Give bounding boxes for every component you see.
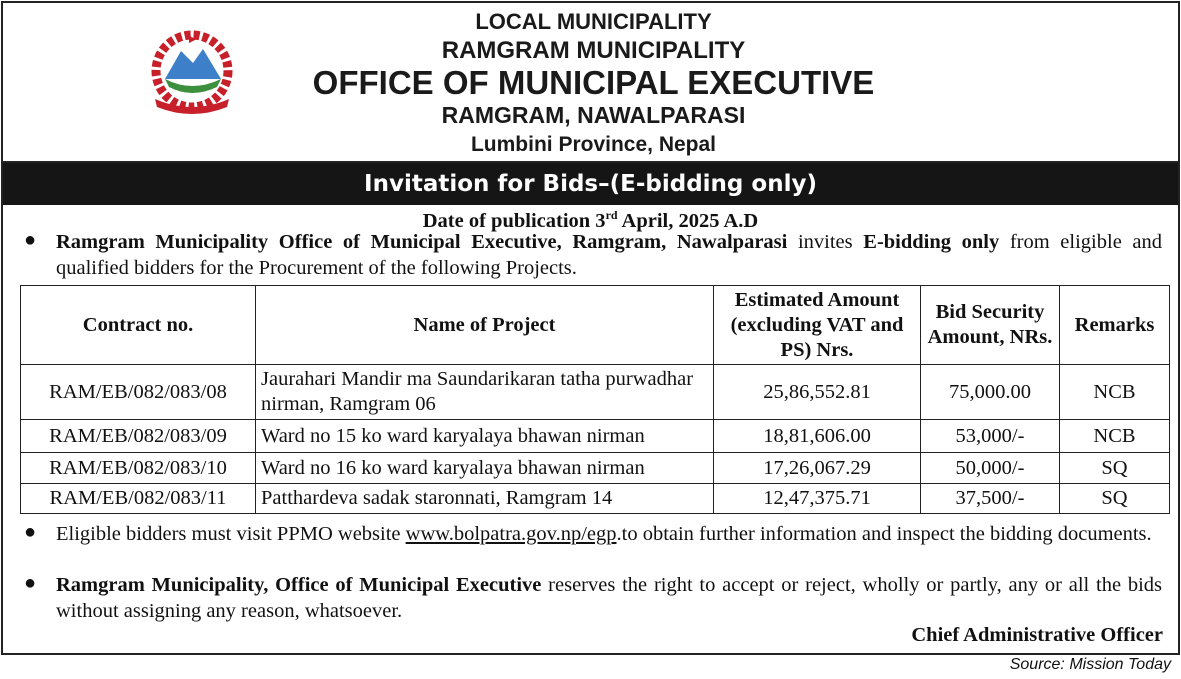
table-header-row [21,286,1170,365]
table-row [21,453,1170,484]
intro-bold2: E-bidding only [863,231,1000,253]
date-suffix: April, 2025 A.D [617,209,759,232]
header-line-3: OFFICE OF MUNICIPAL EXECUTIVE [312,64,875,101]
banner-title: Invitation for Bids–(E-bidding only) [3,163,1178,205]
table-row [21,420,1170,453]
col-header: Contract no. [21,286,256,365]
cell: SQ [1060,484,1170,514]
cell: 18,81,606.00 [714,420,921,453]
ppmo-link[interactable]: www.bolpatra.gov.np/egp [405,523,617,545]
date-prefix: Date of publication 3 [422,209,606,232]
col-header: Estimated Amount (excluding VAT and PS) Nrs. [714,286,921,365]
bullet-icon: ● [24,572,37,594]
bullet-3-paragraph [56,572,1162,624]
cell: Patthardeva sadak staronnati, Ramgram 14 [256,484,714,514]
bullet2-post: .to obtain further information and inspect the bidding documents. [616,523,1152,545]
cell: Ward no 15 ko ward karyalaya bhawan nirman [256,420,714,453]
table-row [21,365,1170,420]
cell: RAM/EB/082/083/11 [21,484,256,514]
cell: RAM/EB/082/083/10 [21,453,256,484]
cell: 53,000/- [921,420,1060,453]
bullet2-pre: Eligible bidders must visit PPMO website [56,523,406,545]
intro-bold: Ramgram Municipality Office of Municipal Executive, Ramgram, Nawalparasi [56,231,788,253]
cell: NCB [1060,420,1170,453]
intro-mid: invites [787,231,864,253]
cell: SQ [1060,453,1170,484]
cell: 17,26,067.29 [714,453,921,484]
notice-header [3,3,1178,163]
col-header: Name of Project [256,286,714,365]
header-line-4: RAMGRAM, NAWALPARASI [441,102,746,128]
cell: 75,000.00 [921,365,1060,420]
cell: RAM/EB/082/083/08 [21,365,256,420]
bullet3-rest: reserves the right to accept or reject, wholly or partly, any or all the bids without assigning any reason, whatsoever. [56,574,1163,622]
col-header: Remarks [1060,286,1170,365]
cell: 37,500/- [921,484,1060,514]
cell: RAM/EB/082/083/09 [21,420,256,453]
header-line-5: Lumbini Province, Nepal [470,133,717,156]
intro-rest: from eligible and qualified bidders for the Procurement of the following Projects. [56,231,1163,279]
cell: Jaurahari Mandir ma Saundarikaran tatha purwadhar nirman, Ramgram 06 [256,365,714,420]
date-sup: rd [605,208,618,222]
source-credit: Source: Mission Today [1009,656,1171,673]
bullet3-bold: Ramgram Municipality, Office of Municipal Executive [56,574,542,596]
header-line-1: LOCAL MUNICIPALITY [475,9,712,34]
signature: Chief Administrative Officer [911,624,1163,646]
cell: 12,47,375.71 [714,484,921,514]
cell: Ward no 16 ko ward karyalaya bhawan nirman [256,453,714,484]
intro-paragraph [56,229,1162,281]
cell: NCB [1060,365,1170,420]
bullet-icon: ● [24,521,37,543]
col-header: Bid Security Amount, NRs. [921,286,1060,365]
header-line-2: RAMGRAM MUNICIPALITY [441,37,746,64]
cell: 50,000/- [921,453,1060,484]
projects-table [20,285,1170,514]
cell: 25,86,552.81 [714,365,921,420]
table-row [21,484,1170,514]
bullet-icon: ● [24,229,37,251]
bullet-2-paragraph [56,521,1162,547]
